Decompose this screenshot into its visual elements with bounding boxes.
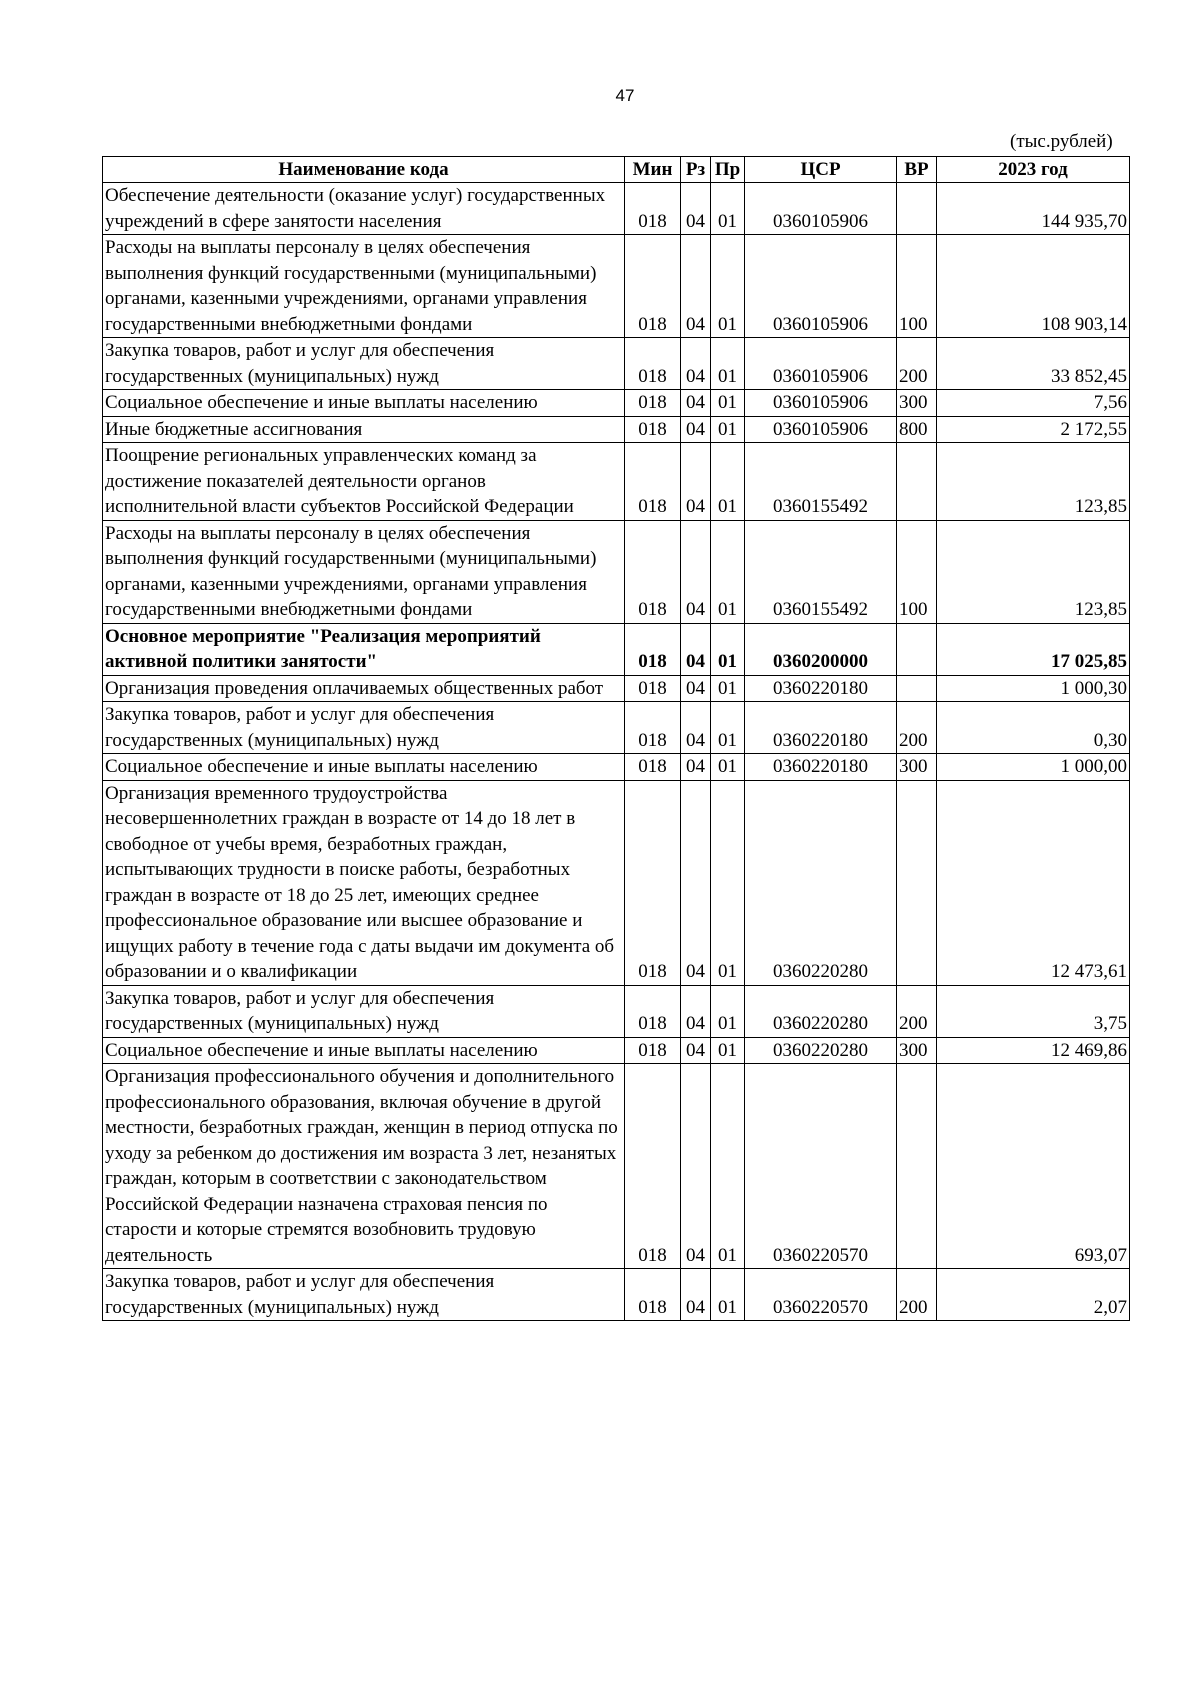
cell-pr: 01 [711, 390, 745, 417]
cell-csr: 0360220280 [745, 780, 897, 985]
cell-min: 018 [625, 1037, 681, 1064]
cell-amount: 123,85 [937, 520, 1130, 623]
header-vr: ВР [897, 157, 937, 183]
cell-rz: 04 [681, 520, 711, 623]
cell-pr: 01 [711, 702, 745, 754]
cell-pr: 01 [711, 1064, 745, 1269]
cell-name: Закупка товаров, работ и услуг для обеспечения государственных (муниципальных) нужд [103, 338, 625, 390]
cell-name: Иные бюджетные ассигнования [103, 416, 625, 443]
cell-vr: 300 [897, 390, 937, 417]
cell-csr: 0360105906 [745, 416, 897, 443]
header-min: Мин [625, 157, 681, 183]
cell-rz: 04 [681, 623, 711, 675]
cell-amount: 33 852,45 [937, 338, 1130, 390]
cell-name: Организация временного трудоустройства несовершеннолетних граждан в возрасте от 14 до 18 лет в свободное от учебы время, безработных граждан, испытывающих трудности в поиске работы, безработных граждан в возрасте от 18 до 25 лет, имеющих среднее профессиональное образование или высшее образование и ищущих работу в течение года с даты выдачи им документа об образовании и о квалификации [103, 780, 625, 985]
cell-amount: 693,07 [937, 1064, 1130, 1269]
cell-min: 018 [625, 443, 681, 521]
cell-min: 018 [625, 390, 681, 417]
cell-amount: 2 172,55 [937, 416, 1130, 443]
units-label: (тыс.рублей) [1010, 131, 1113, 152]
cell-amount: 12 473,61 [937, 780, 1130, 985]
cell-min: 018 [625, 235, 681, 338]
table-row [103, 390, 1130, 417]
header-name: Наименование кода [103, 157, 625, 183]
cell-min: 018 [625, 416, 681, 443]
cell-rz: 04 [681, 1269, 711, 1321]
cell-name: Социальное обеспечение и иные выплаты населению [103, 1037, 625, 1064]
table-body [103, 183, 1130, 1321]
cell-vr [897, 780, 937, 985]
header-rz: Рз [681, 157, 711, 183]
cell-vr: 300 [897, 1037, 937, 1064]
table-row [103, 338, 1130, 390]
cell-rz: 04 [681, 985, 711, 1037]
cell-csr: 0360220180 [745, 675, 897, 702]
cell-name: Закупка товаров, работ и услуг для обеспечения государственных (муниципальных) нужд [103, 985, 625, 1037]
cell-csr: 0360220180 [745, 754, 897, 781]
table-row [103, 675, 1130, 702]
cell-pr: 01 [711, 1269, 745, 1321]
cell-name: Расходы на выплаты персоналу в целях обеспечения выполнения функций государственными (муниципальными) органами, казенными учреждениями, органами управления государственными внебюджетными фондами [103, 520, 625, 623]
cell-pr: 01 [711, 235, 745, 338]
cell-amount: 12 469,86 [937, 1037, 1130, 1064]
cell-csr: 0360105906 [745, 338, 897, 390]
cell-csr: 0360105906 [745, 183, 897, 235]
cell-pr: 01 [711, 338, 745, 390]
cell-name: Закупка товаров, работ и услуг для обеспечения государственных (муниципальных) нужд [103, 702, 625, 754]
cell-pr: 01 [711, 780, 745, 985]
cell-csr: 0360155492 [745, 443, 897, 521]
cell-amount: 0,30 [937, 702, 1130, 754]
cell-pr: 01 [711, 443, 745, 521]
cell-pr: 01 [711, 623, 745, 675]
cell-amount: 123,85 [937, 443, 1130, 521]
cell-vr: 100 [897, 235, 937, 338]
table-row [103, 1037, 1130, 1064]
cell-vr [897, 183, 937, 235]
cell-csr: 0360220570 [745, 1064, 897, 1269]
page-number: 47 [615, 86, 635, 105]
cell-amount: 2,07 [937, 1269, 1130, 1321]
table-row [103, 780, 1130, 985]
cell-rz: 04 [681, 675, 711, 702]
cell-vr: 800 [897, 416, 937, 443]
cell-vr [897, 623, 937, 675]
cell-pr: 01 [711, 183, 745, 235]
header-year: 2023 год [937, 157, 1130, 183]
cell-rz: 04 [681, 390, 711, 417]
cell-name: Поощрение региональных управленческих команд за достижение показателей деятельности органов исполнительной власти субъектов Российской Федерации [103, 443, 625, 521]
cell-rz: 04 [681, 235, 711, 338]
cell-amount: 108 903,14 [937, 235, 1130, 338]
cell-vr: 100 [897, 520, 937, 623]
cell-vr: 200 [897, 1269, 937, 1321]
header-csr: ЦСР [745, 157, 897, 183]
cell-name: Закупка товаров, работ и услуг для обеспечения государственных (муниципальных) нужд [103, 1269, 625, 1321]
cell-pr: 01 [711, 985, 745, 1037]
cell-min: 018 [625, 754, 681, 781]
header-pr: Пр [711, 157, 745, 183]
cell-name: Обеспечение деятельности (оказание услуг) государственных учреждений в сфере занятости населения [103, 183, 625, 235]
cell-amount: 3,75 [937, 985, 1130, 1037]
table-row [103, 702, 1130, 754]
cell-amount: 1 000,00 [937, 754, 1130, 781]
cell-min: 018 [625, 623, 681, 675]
cell-vr: 200 [897, 985, 937, 1037]
table-row [103, 623, 1130, 675]
cell-min: 018 [625, 1064, 681, 1269]
cell-min: 018 [625, 702, 681, 754]
cell-csr: 0360220570 [745, 1269, 897, 1321]
table-row [103, 183, 1130, 235]
cell-rz: 04 [681, 1037, 711, 1064]
cell-amount: 144 935,70 [937, 183, 1130, 235]
cell-min: 018 [625, 520, 681, 623]
cell-rz: 04 [681, 780, 711, 985]
table-row [103, 1269, 1130, 1321]
cell-rz: 04 [681, 754, 711, 781]
cell-csr: 0360200000 [745, 623, 897, 675]
budget-table [102, 156, 1130, 1321]
cell-rz: 04 [681, 702, 711, 754]
cell-csr: 0360155492 [745, 520, 897, 623]
cell-rz: 04 [681, 443, 711, 521]
cell-name: Расходы на выплаты персоналу в целях обеспечения выполнения функций государственными (муниципальными) органами, казенными учреждениями, органами управления государственными внебюджетными фондами [103, 235, 625, 338]
table-row [103, 416, 1130, 443]
cell-name: Организация проведения оплачиваемых общественных работ [103, 675, 625, 702]
cell-name: Социальное обеспечение и иные выплаты населению [103, 754, 625, 781]
table-row [103, 235, 1130, 338]
table-row [103, 985, 1130, 1037]
cell-vr: 300 [897, 754, 937, 781]
cell-min: 018 [625, 183, 681, 235]
cell-amount: 1 000,30 [937, 675, 1130, 702]
cell-name: Организация профессионального обучения и дополнительного профессионального образования, включая обучение в другой местности, безработных граждан, женщин в период отпуска по уходу за ребенком до достижения им возраста 3 лет, незанятых граждан, которым в соответствии с законодательством Российской Федерации назначена страховая пенсия по старости и которые стремятся возобновить трудовую деятельность [103, 1064, 625, 1269]
header-row [103, 157, 1130, 183]
cell-pr: 01 [711, 520, 745, 623]
cell-name: Социальное обеспечение и иные выплаты населению [103, 390, 625, 417]
cell-amount: 17 025,85 [937, 623, 1130, 675]
cell-amount: 7,56 [937, 390, 1130, 417]
cell-csr: 0360220180 [745, 702, 897, 754]
cell-min: 018 [625, 675, 681, 702]
cell-min: 018 [625, 338, 681, 390]
cell-rz: 04 [681, 183, 711, 235]
cell-rz: 04 [681, 338, 711, 390]
cell-min: 018 [625, 985, 681, 1037]
cell-pr: 01 [711, 754, 745, 781]
cell-csr: 0360105906 [745, 235, 897, 338]
cell-pr: 01 [711, 416, 745, 443]
cell-rz: 04 [681, 1064, 711, 1269]
cell-pr: 01 [711, 675, 745, 702]
cell-csr: 0360220280 [745, 985, 897, 1037]
cell-csr: 0360105906 [745, 390, 897, 417]
table-row [103, 754, 1130, 781]
cell-pr: 01 [711, 1037, 745, 1064]
cell-vr: 200 [897, 702, 937, 754]
cell-csr: 0360220280 [745, 1037, 897, 1064]
cell-name: Основное мероприятие "Реализация мероприятий активной политики занятости" [103, 623, 625, 675]
cell-min: 018 [625, 1269, 681, 1321]
table-row [103, 520, 1130, 623]
cell-min: 018 [625, 780, 681, 985]
table-row [103, 1064, 1130, 1269]
cell-vr: 200 [897, 338, 937, 390]
cell-vr [897, 675, 937, 702]
table-row [103, 443, 1130, 521]
cell-rz: 04 [681, 416, 711, 443]
cell-vr [897, 1064, 937, 1269]
cell-vr [897, 443, 937, 521]
